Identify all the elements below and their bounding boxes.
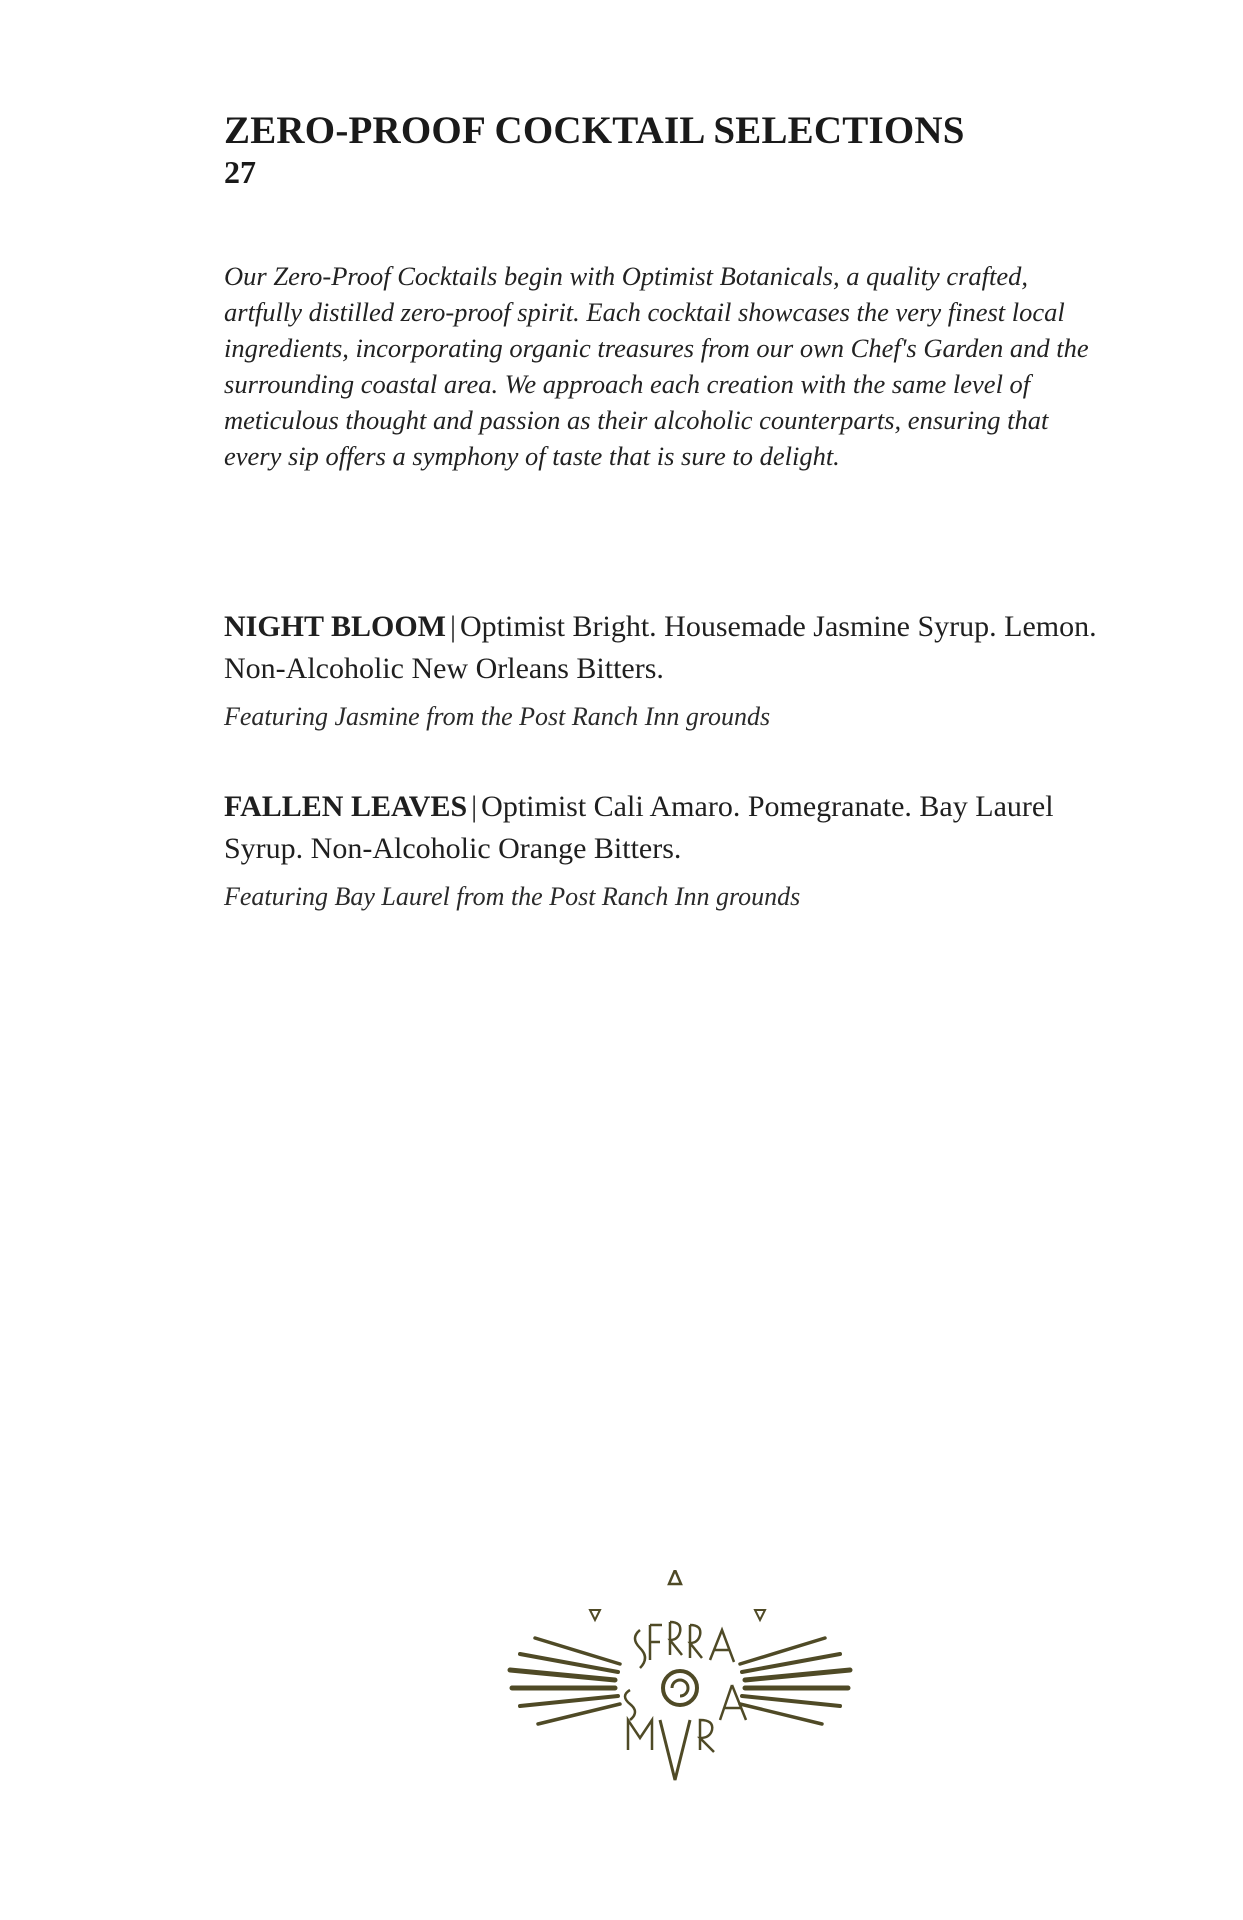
drink-ingredients: Optimist Bright. Housemade Jasmine Syrup. Lemon. Non-Alcoholic New Orleans Bitters.: [224, 610, 1097, 685]
drink-feature-note: Featuring Jasmine from the Post Ranch Inn grounds: [224, 702, 771, 731]
drink-separator: |: [471, 790, 478, 823]
drink-item-fallen-leaves: [224, 786, 1104, 914]
page-title: ZERO-PROOF COCKTAIL SELECTIONS: [224, 109, 965, 152]
drink-item-night-bloom: [224, 606, 1104, 734]
drink-description: [224, 606, 1104, 690]
intro-paragraph: Our Zero-Proof Cocktails begin with Optimist Botanicals, a quality crafted, artfully distilled zero-proof spirit. Each cocktail showcases the very finest local ingredients, incorporating organic treasures from our own Chef's Garden and the surrounding coastal area. We approach each creation with the same level of meticulous thought and passion as their alcoholic counterparts, ensuring that every sip offers a symphony of taste that is sure to delight.: [224, 261, 1089, 471]
price: 27: [224, 154, 256, 190]
drink-ingredients: Optimist Cali Amaro. Pomegranate. Bay Laurel Syrup. Non-Alcoholic Orange Bitters.: [224, 790, 1054, 865]
sierra-mar-sun-logo-icon: [500, 1570, 860, 1800]
drink-description: [224, 786, 1104, 870]
drink-separator: |: [449, 610, 456, 643]
menu-header-section: [224, 108, 1104, 474]
drink-name: NIGHT BLOOM: [224, 610, 446, 643]
drink-name: FALLEN LEAVES: [224, 790, 468, 823]
drink-feature-note: Featuring Bay Laurel from the Post Ranch Inn grounds: [224, 882, 801, 911]
